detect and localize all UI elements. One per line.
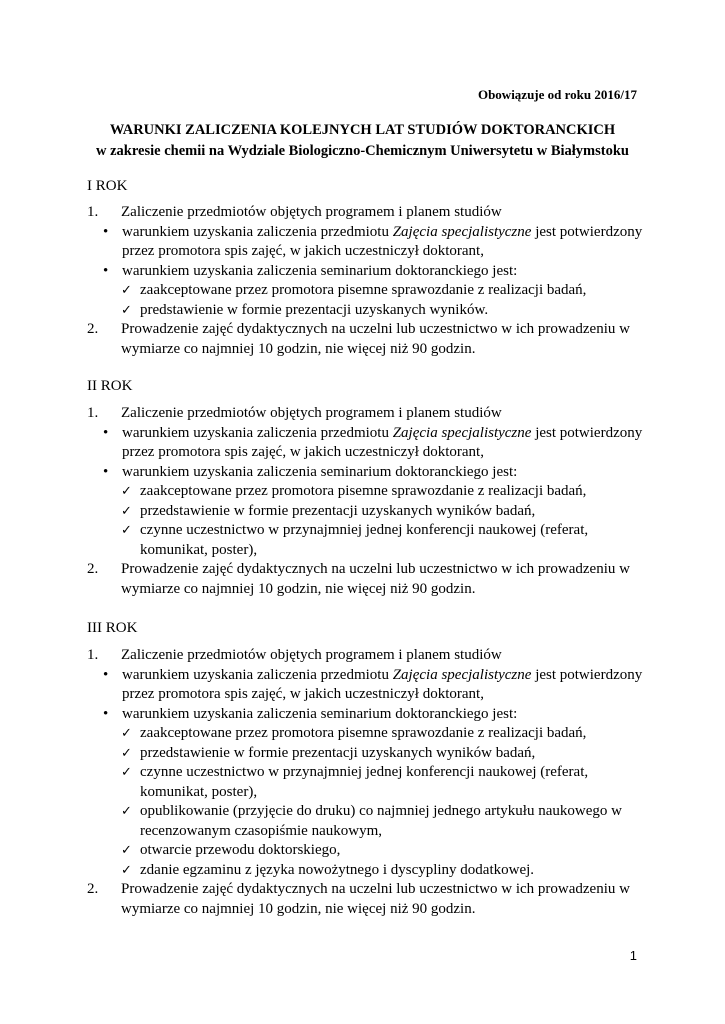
list-item: przez promotora spis zajęć, w jakich uczestniczył doktorant, [122, 243, 484, 259]
check-icon: ✓ [121, 726, 132, 741]
list-item: ✓ zaakceptowane przez promotora pisemne sprawozdanie z realizacji badań, [87, 482, 647, 502]
validity-note: Obowiązuje od roku 2016/17 [477, 87, 637, 102]
list-item: wymiarze co najmniej 10 godzin, nie więcej niż 90 godzin. [121, 340, 476, 357]
check-icon: ✓ [121, 484, 132, 499]
list-item: recenzowanym czasopiśmie naukowym, [140, 822, 382, 839]
list-item: • warunkiem uzyskania zaliczenia seminarium doktoranckiego jest: [103, 705, 518, 722]
list-item: ✓ przedstawienie w formie prezentacji uzyskanych wyników badań, [87, 502, 647, 522]
list-item: 2. Prowadzenie zajęć dydaktycznych na uczelni lub uczestnictwo w ich prowadzeniu w [87, 321, 630, 337]
title-line-2: w zakresie chemii na Wydziale Biologiczno-Chemicznym Uniwersytetu w Białymstoku [96, 143, 629, 159]
check-icon: ✓ [121, 283, 132, 298]
list-item: • warunkiem uzyskania zaliczenia przedmiotu Zajęcia specjalistyczne jest potwierdzony [103, 424, 643, 441]
section-year-1 [87, 203, 647, 359]
check-icon: ✓ [121, 765, 132, 780]
check-icon: ✓ [121, 503, 132, 519]
list-item: przez promotora spis zajęć, w jakich uczestniczył doktorant, [122, 444, 484, 460]
check-icon: ✓ [121, 302, 132, 318]
page-number: 1 [629, 948, 637, 963]
check-icon: ✓ [121, 804, 132, 819]
list-item: ✓ przedstawienie w formie prezentacji uzyskanych wyników badań, [87, 744, 647, 764]
list-item: 1. Zaliczenie przedmiotów objętych programem i planem studiów [87, 405, 502, 421]
list-item: komunikat, poster), [140, 783, 258, 800]
list-item: • warunkiem uzyskania zaliczenia przedmiotu Zajęcia specjalistyczne jest potwierdzony [103, 223, 643, 240]
list-item: • warunkiem uzyskania zaliczenia seminarium doktoranckiego jest: [103, 262, 518, 279]
list-item: 1. Zaliczenie przedmiotów objętych programem i planem studiów [87, 647, 502, 663]
check-icon: ✓ [121, 523, 132, 538]
check-icon: ✓ [121, 862, 132, 878]
list-item: 2. Prowadzenie zajęć dydaktycznych na uczelni lub uczestnictwo w ich prowadzeniu w [87, 561, 630, 577]
list-item: ✓ zaakceptowane przez promotora pisemne sprawozdanie z realizacji badań, [87, 724, 647, 744]
list-item: ✓ czynne uczestnictwo w przynajmniej jednej konferencji naukowej (referat, [87, 521, 647, 541]
list-item: ✓ zdanie egzaminu z języka nowożytnego i dyscypliny dodatkowej. [87, 861, 647, 881]
section-heading-year-2: II ROK [87, 378, 133, 394]
list-item: ✓ opublikowanie (przyjęcie do druku) co najmniej jednego artykułu naukowego w [87, 802, 647, 822]
list-item: 2. Prowadzenie zajęć dydaktycznych na uczelni lub uczestnictwo w ich prowadzeniu w [87, 881, 630, 897]
document-title [0, 120, 725, 162]
section-year-2 [87, 404, 647, 599]
list-item: ✓ czynne uczestnictwo w przynajmniej jednej konferencji naukowej (referat, [87, 763, 647, 783]
list-item: komunikat, poster), [140, 541, 258, 558]
title-line-1: WARUNKI ZALICZENIA KOLEJNYCH LAT STUDIÓW DOKTORANCKICH [109, 122, 616, 138]
section-heading-year-3: III ROK [87, 620, 138, 636]
check-icon: ✓ [121, 843, 132, 858]
list-item: wymiarze co najmniej 10 godzin, nie więcej niż 90 godzin. [121, 900, 476, 917]
section-heading-year-1: I ROK [87, 178, 128, 194]
check-icon: ✓ [121, 745, 132, 761]
list-item: wymiarze co najmniej 10 godzin, nie więcej niż 90 godzin. [121, 580, 476, 597]
section-year-3 [87, 646, 647, 919]
list-item: • warunkiem uzyskania zaliczenia seminarium doktoranckiego jest: [103, 463, 518, 480]
list-item: ✓ predstawienie w formie prezentacji uzyskanych wyników. [87, 301, 647, 321]
list-item: 1. Zaliczenie przedmiotów objętych programem i planem studiów [87, 204, 502, 220]
list-item: ✓ zaakceptowane przez promotora pisemne sprawozdanie z realizacji badań, [87, 281, 647, 301]
list-item: • warunkiem uzyskania zaliczenia przedmiotu Zajęcia specjalistyczne jest potwierdzony [103, 666, 643, 683]
list-item: ✓ otwarcie przewodu doktorskiego, [87, 841, 647, 861]
list-item: przez promotora spis zajęć, w jakich uczestniczył doktorant, [122, 686, 484, 702]
